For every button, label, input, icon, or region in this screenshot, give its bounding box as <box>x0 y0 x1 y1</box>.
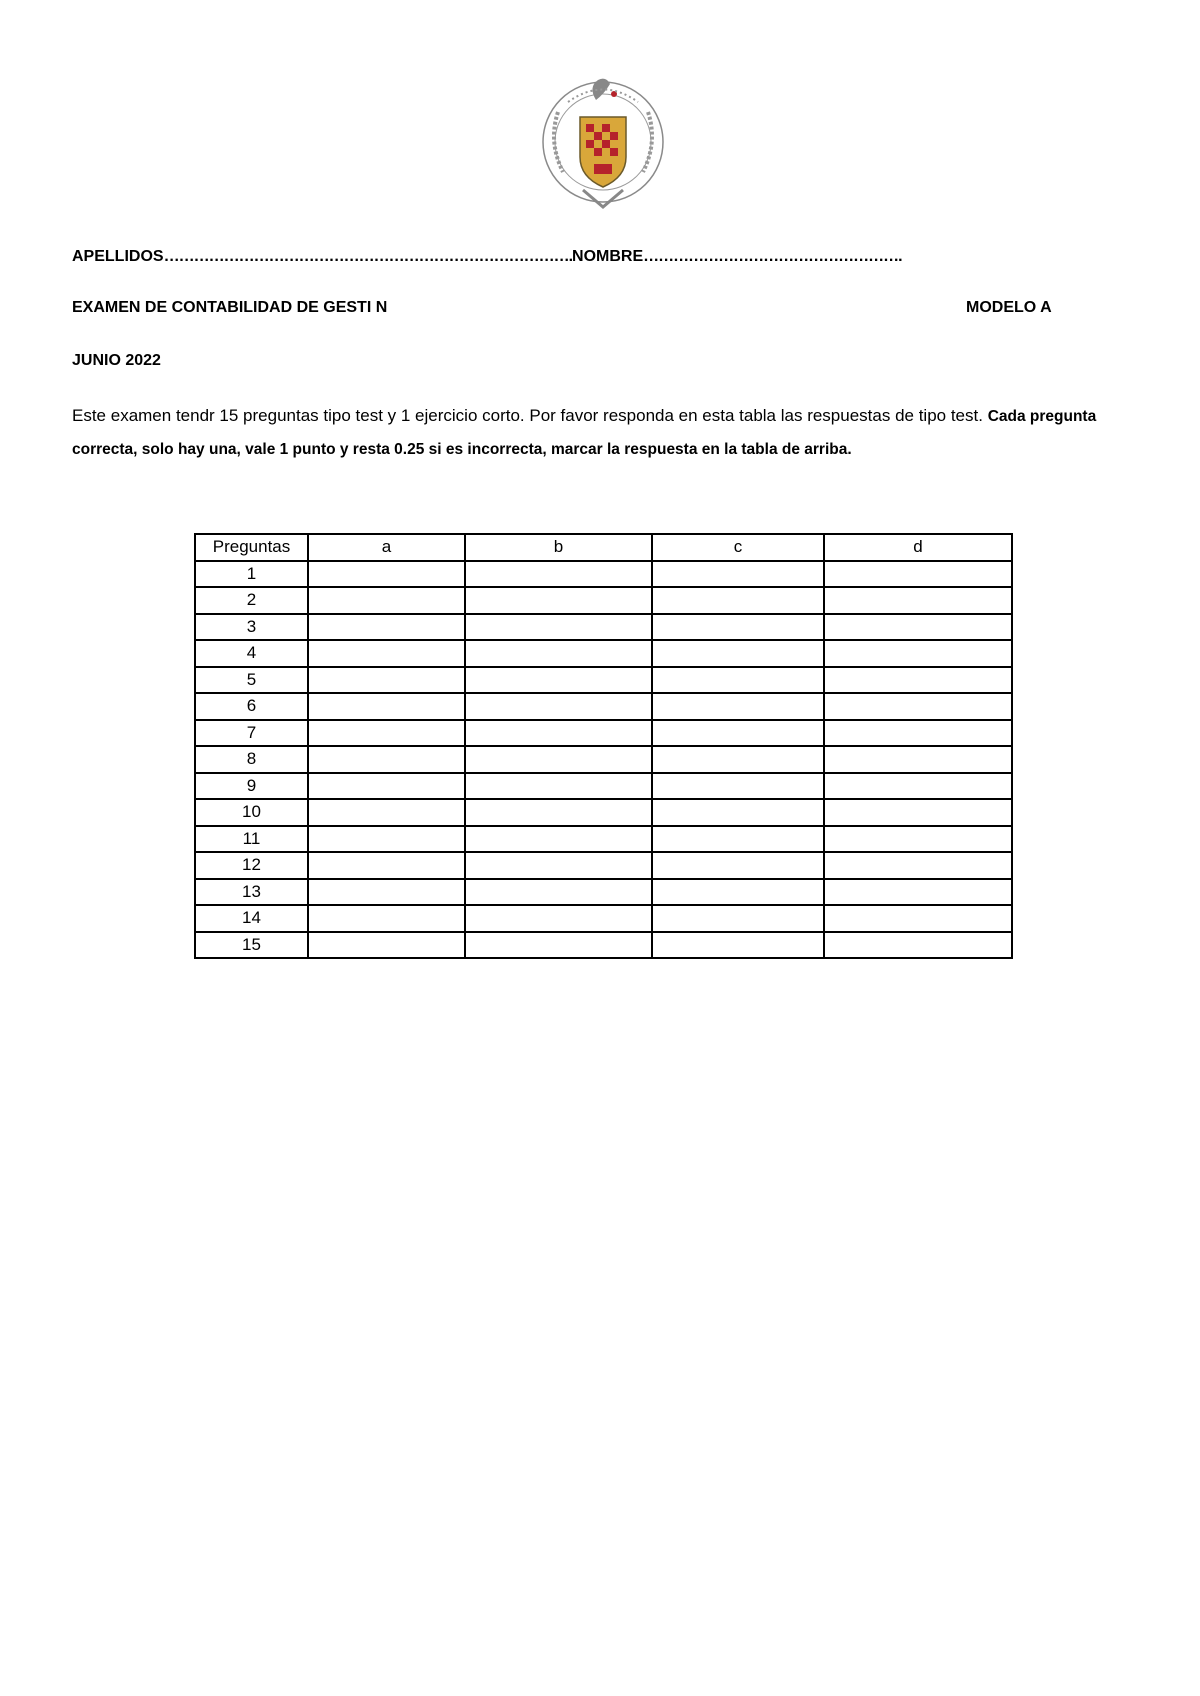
answer-cell-a[interactable] <box>308 746 465 773</box>
question-number: 15 <box>195 932 308 959</box>
table-row <box>195 826 1012 853</box>
answer-cell-a[interactable] <box>308 773 465 800</box>
answer-cell-c[interactable] <box>652 799 824 826</box>
question-number: 8 <box>195 746 308 773</box>
table-row <box>195 773 1012 800</box>
table-row <box>195 667 1012 694</box>
answer-cell-c[interactable] <box>652 693 824 720</box>
answer-table-header <box>195 534 1012 561</box>
answer-cell-a[interactable] <box>308 667 465 694</box>
answer-cell-b[interactable] <box>465 799 652 826</box>
answer-cell-b[interactable] <box>465 852 652 879</box>
answer-cell-b[interactable] <box>465 587 652 614</box>
table-row <box>195 799 1012 826</box>
answer-cell-b[interactable] <box>465 561 652 588</box>
answer-cell-b[interactable] <box>465 773 652 800</box>
answer-cell-d[interactable] <box>824 773 1012 800</box>
question-number: 14 <box>195 905 308 932</box>
question-number: 7 <box>195 720 308 747</box>
answer-cell-d[interactable] <box>824 720 1012 747</box>
answer-cell-c[interactable] <box>652 852 824 879</box>
question-number: 6 <box>195 693 308 720</box>
question-number: 3 <box>195 614 308 641</box>
apellidos-label: APELLIDOS <box>72 248 164 265</box>
answer-cell-d[interactable] <box>824 640 1012 667</box>
name-fields <box>72 248 902 266</box>
exam-date: JUNIO 2022 <box>72 352 161 369</box>
question-number: 11 <box>195 826 308 853</box>
answer-cell-b[interactable] <box>465 905 652 932</box>
question-number: 2 <box>195 587 308 614</box>
answer-cell-d[interactable] <box>824 561 1012 588</box>
answer-cell-c[interactable] <box>652 932 824 959</box>
answer-cell-b[interactable] <box>465 826 652 853</box>
answer-cell-d[interactable] <box>824 932 1012 959</box>
answer-cell-d[interactable] <box>824 667 1012 694</box>
answer-cell-c[interactable] <box>652 667 824 694</box>
question-number: 1 <box>195 561 308 588</box>
answer-cell-b[interactable] <box>465 932 652 959</box>
answer-cell-a[interactable] <box>308 640 465 667</box>
header-option-c: c <box>652 534 824 561</box>
answer-cell-d[interactable] <box>824 879 1012 906</box>
nombre-label: NOMBRE <box>572 248 644 265</box>
answer-cell-b[interactable] <box>465 693 652 720</box>
instructions-scoring: Cada pregunta correcta, solo hay una, vale 1 punto y resta 0.25 si es incorrecta, marcar la respuesta en la tabla de arriba. <box>72 408 1097 458</box>
answer-cell-d[interactable] <box>824 852 1012 879</box>
question-number: 13 <box>195 879 308 906</box>
answer-cell-a[interactable] <box>308 932 465 959</box>
header-option-b: b <box>465 534 652 561</box>
table-row <box>195 905 1012 932</box>
answer-cell-c[interactable] <box>652 826 824 853</box>
nombre-field[interactable]: ……………………………………………. <box>643 248 902 265</box>
answer-cell-c[interactable] <box>652 720 824 747</box>
table-row <box>195 720 1012 747</box>
answer-cell-a[interactable] <box>308 852 465 879</box>
table-row <box>195 879 1012 906</box>
answer-cell-d[interactable] <box>824 905 1012 932</box>
header-option-d: d <box>824 534 1012 561</box>
answer-cell-d[interactable] <box>824 746 1012 773</box>
table-row <box>195 640 1012 667</box>
answer-cell-d[interactable] <box>824 614 1012 641</box>
table-row <box>195 614 1012 641</box>
answer-cell-b[interactable] <box>465 640 652 667</box>
answer-cell-d[interactable] <box>824 693 1012 720</box>
answer-table <box>194 533 1013 959</box>
answer-cell-a[interactable] <box>308 561 465 588</box>
answer-cell-a[interactable] <box>308 826 465 853</box>
answer-cell-c[interactable] <box>652 879 824 906</box>
answer-cell-b[interactable] <box>465 667 652 694</box>
answer-cell-c[interactable] <box>652 614 824 641</box>
university-crest-icon <box>538 72 668 222</box>
exam-title: EXAMEN DE CONTABILIDAD DE GESTI N <box>72 299 388 316</box>
answer-cell-d[interactable] <box>824 799 1012 826</box>
question-number: 4 <box>195 640 308 667</box>
table-row <box>195 852 1012 879</box>
question-number: 5 <box>195 667 308 694</box>
apellidos-field[interactable]: ………………………………………………………………………. <box>163 248 573 265</box>
answer-cell-c[interactable] <box>652 746 824 773</box>
answer-cell-c[interactable] <box>652 773 824 800</box>
answer-cell-b[interactable] <box>465 720 652 747</box>
question-number: 12 <box>195 852 308 879</box>
answer-cell-b[interactable] <box>465 879 652 906</box>
answer-cell-a[interactable] <box>308 905 465 932</box>
answer-cell-a[interactable] <box>308 879 465 906</box>
table-row <box>195 561 1012 588</box>
answer-cell-b[interactable] <box>465 614 652 641</box>
answer-cell-a[interactable] <box>308 799 465 826</box>
model-label: MODELO A <box>966 299 1052 316</box>
answer-cell-a[interactable] <box>308 587 465 614</box>
answer-cell-d[interactable] <box>824 587 1012 614</box>
answer-cell-c[interactable] <box>652 561 824 588</box>
question-number: 10 <box>195 799 308 826</box>
table-row <box>195 932 1012 959</box>
answer-cell-a[interactable] <box>308 720 465 747</box>
header-option-a: a <box>308 534 465 561</box>
answer-cell-c[interactable] <box>652 587 824 614</box>
instructions-text: Este examen tendr 15 preguntas tipo test y 1 ejercicio corto. Por favor responda en esta tabla las respuestas de tipo test. <box>72 406 983 425</box>
header-preguntas: Preguntas <box>195 534 308 561</box>
table-row <box>195 587 1012 614</box>
question-number: 9 <box>195 773 308 800</box>
answer-cell-a[interactable] <box>308 614 465 641</box>
table-row <box>195 693 1012 720</box>
answer-cell-a[interactable] <box>308 693 465 720</box>
answer-cell-c[interactable] <box>652 905 824 932</box>
instructions <box>72 400 1142 466</box>
answer-cell-b[interactable] <box>465 746 652 773</box>
table-row <box>195 746 1012 773</box>
answer-cell-d[interactable] <box>824 826 1012 853</box>
answer-cell-c[interactable] <box>652 640 824 667</box>
